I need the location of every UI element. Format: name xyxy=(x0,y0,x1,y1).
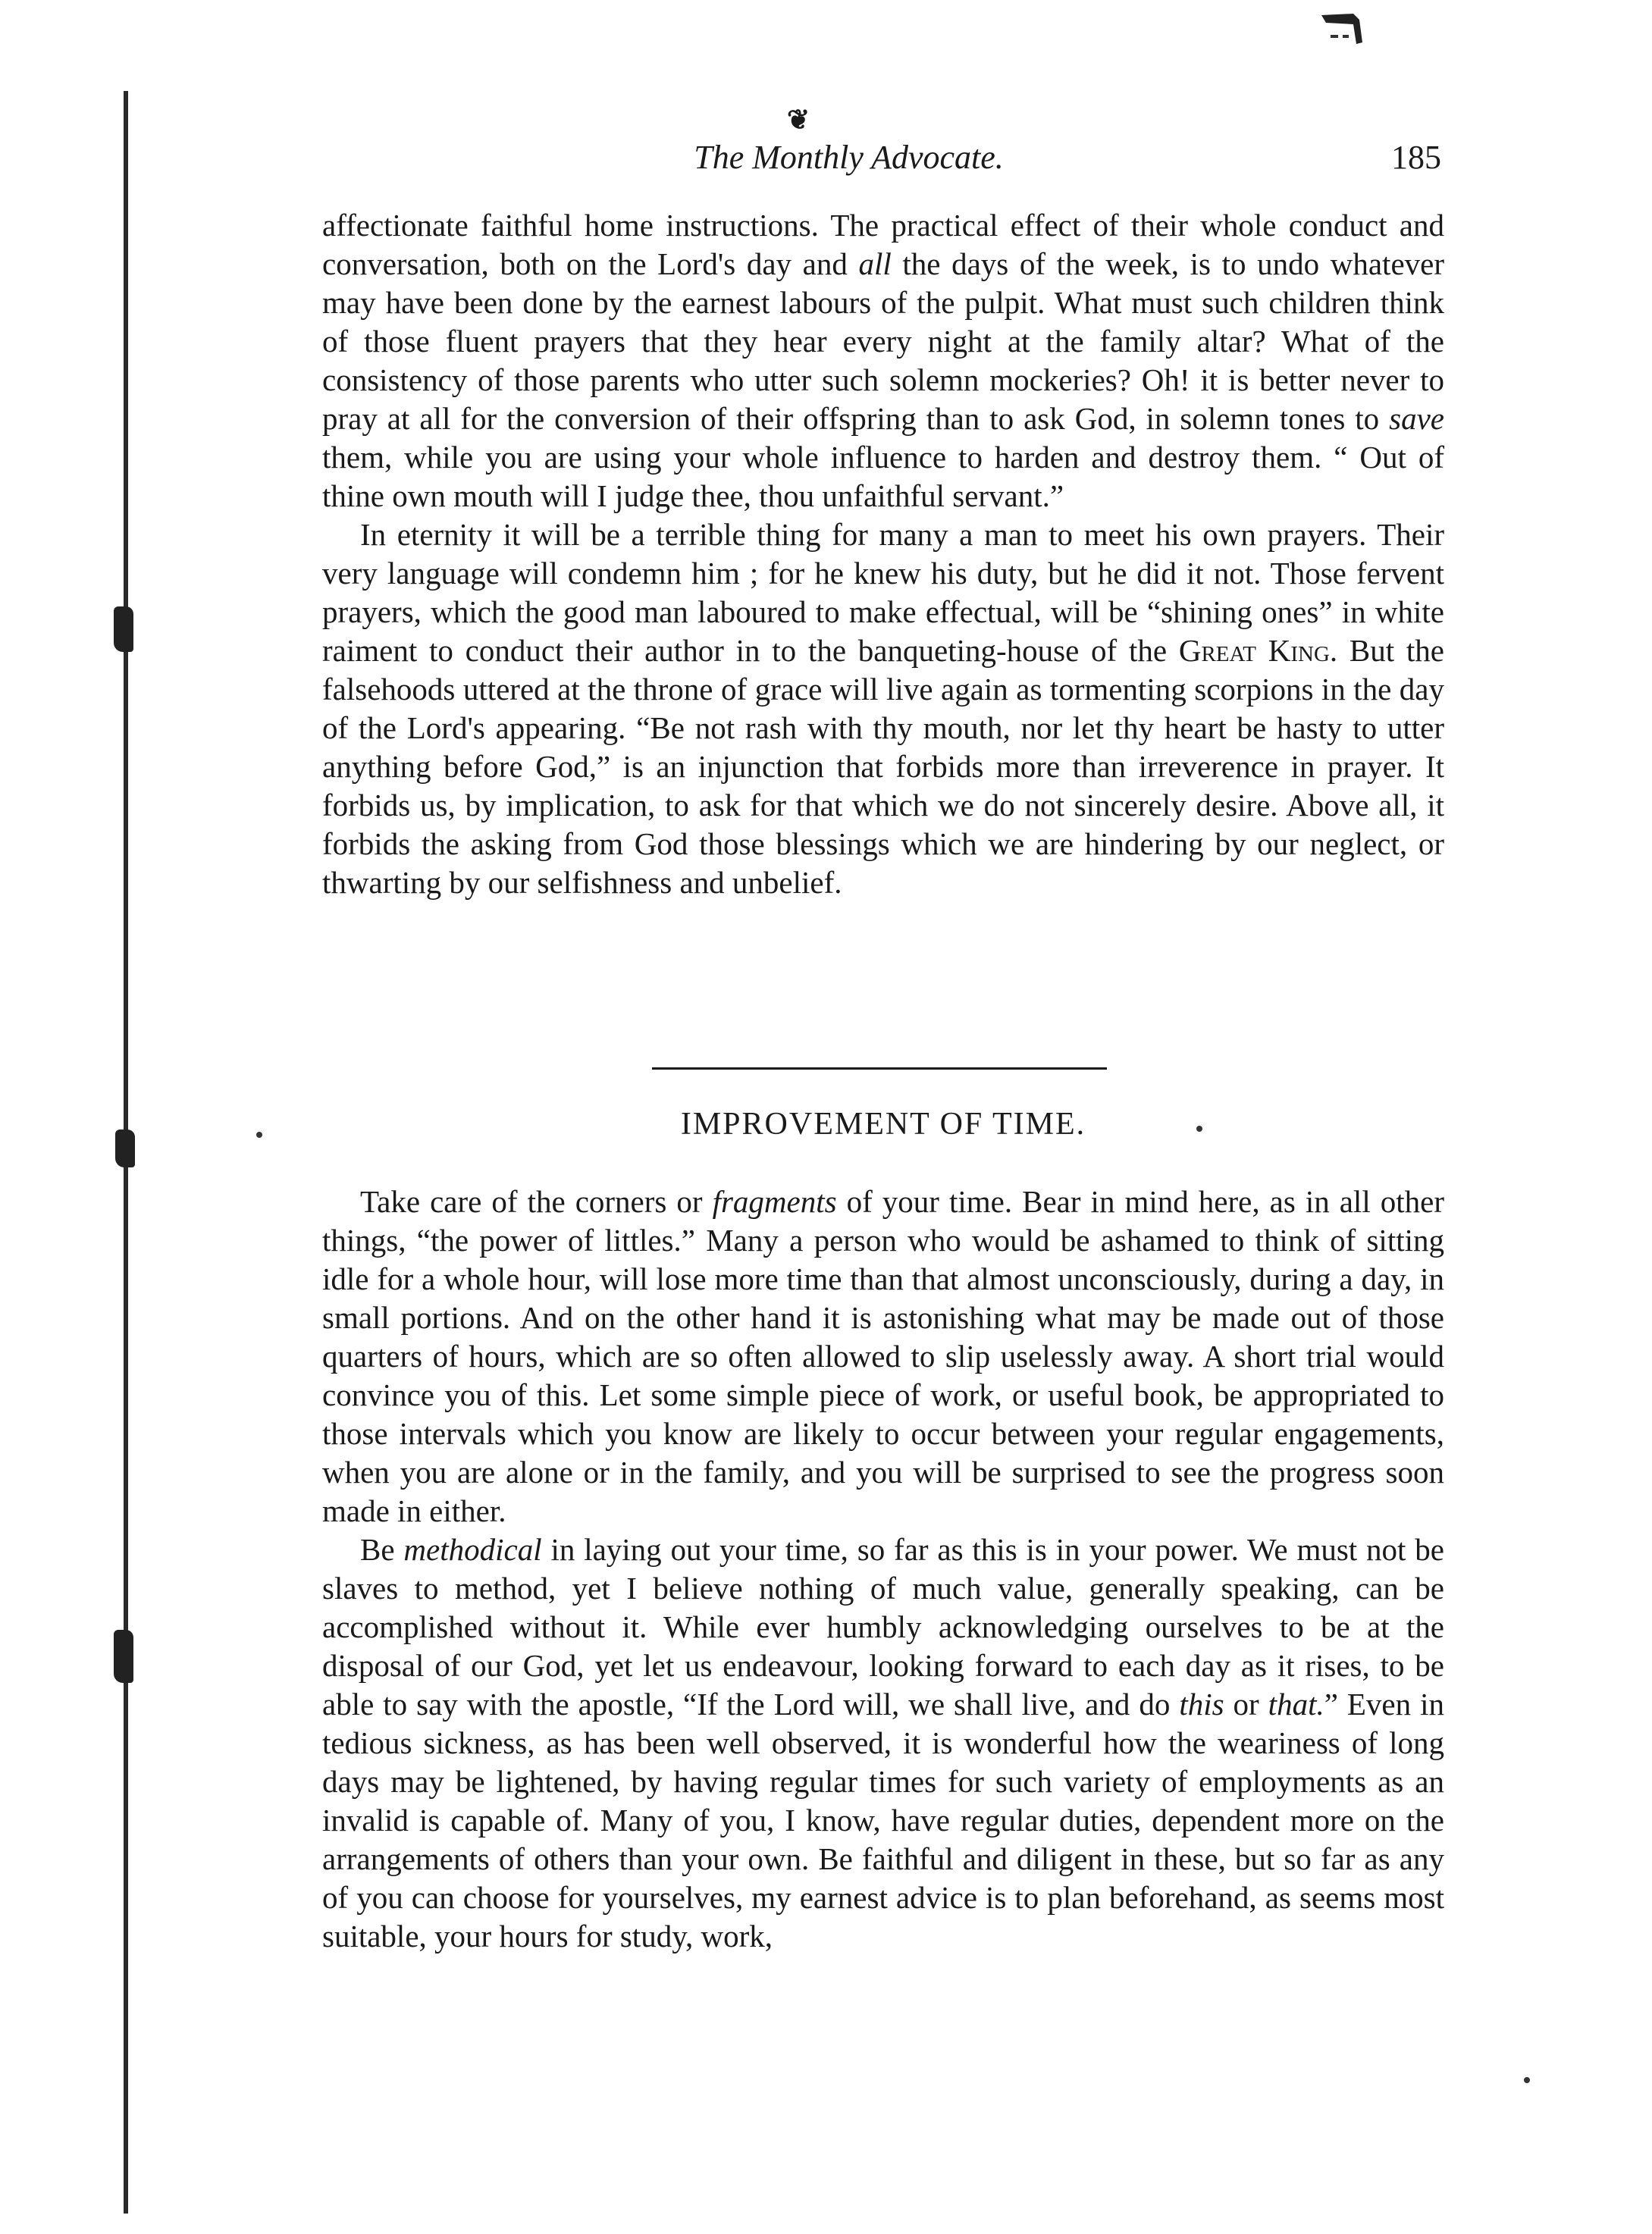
article-continued-body xyxy=(322,206,1444,902)
text-run: ” Even in tedious sickness, as has been well observed, it is wonderful how the weariness of long days may be lightened, by having regular times for such variety of employments as an invalid is capable of. Many of you, I know, have regular duties, dependent more on the arrangements of others than your own. Be faithful and diligent in these, but so far as any of you can choose for yourselves, my earnest advice is to plan beforehand, as seems most suitable, your hours for study, work, xyxy=(322,1687,1444,1954)
paragraph xyxy=(322,515,1444,902)
text-run: Be xyxy=(360,1532,404,1567)
corner-ink-mark xyxy=(1315,6,1368,52)
gutter-ink-mark xyxy=(115,1130,135,1167)
text-run: or xyxy=(1224,1687,1268,1722)
italic-text: methodical xyxy=(403,1532,542,1567)
section-heading: IMPROVEMENT OF TIME. xyxy=(680,1107,1086,1142)
text-run: in laying out your time, so far as this is in your power. We must not be slaves to method, yet I believe nothing of much value, generally speaking, can be accomplished without it. While ever humbly acknowledging ourselves to be at the disposal of our God, yet let us endeavour, looking forward to each day as it rises, to be able to say with the apostle, “If the Lord will, we shall live, and do xyxy=(322,1532,1444,1722)
journal-title: The Monthly Advocate. xyxy=(694,139,1004,176)
italic-text: that. xyxy=(1268,1687,1324,1722)
paragraph xyxy=(322,1183,1444,1531)
text-run: In eternity it will be a terrible thing for many a man to meet his own prayers. Their very language will condemn him ; for he knew his duty, but he did it not. Those fervent prayers, which the good man laboured to make effectual, will be “shining ones” in white raiment to conduct their author in to the banqueting-house of the xyxy=(322,517,1444,668)
text-run: them, while you are using your whole influence to harden and destroy them. “ Out of thine own mouth will I judge thee, thou unfaithful servant.” xyxy=(322,440,1444,513)
italic-text: this xyxy=(1179,1687,1224,1722)
gutter-ink-mark xyxy=(114,1630,133,1683)
ornament-icon: ❦ xyxy=(787,105,810,135)
text-run: the days of the week, is to undo whatever may have been done by the earnest labours of the pulpit. What must such children think of those fluent prayers that they hear every night at the family altar? What of the consistency of those parents who utter such solemn mockeries? Oh! it is better never to pray at all for the conversion of their offspring than to ask God, in solemn tones to xyxy=(322,246,1444,436)
paragraph xyxy=(322,1531,1444,1956)
gutter-ink-mark xyxy=(114,606,133,652)
italic-text: save xyxy=(1389,401,1444,436)
stray-ink-dot xyxy=(256,1132,262,1138)
page-number: 185 xyxy=(1391,139,1441,176)
small-caps-text: Great King xyxy=(1178,633,1330,668)
paragraph xyxy=(322,206,1444,515)
italic-text: all xyxy=(858,246,892,281)
italic-text: fragments xyxy=(712,1184,837,1219)
section-divider-rule xyxy=(652,1067,1107,1070)
text-run: . But the falsehoods uttered at the throne of grace will live again as tormenting scorpions in the day of the Lord's appearing. “Be not rash with thy mouth, nor let thy heart be hasty to utter anything before God,” is an injunction that forbids more than irreverence in prayer. It forbids us, by implication, to ask for that which we do not sincerely desire. Above all, it forbids the asking from God those blessings which we are hindering by our neglect, or thwarting by our selfishness and unbelief. xyxy=(322,633,1445,900)
running-head xyxy=(0,135,1652,180)
text-run: affectionate faithful home instructions. The practical effect of their whole conduct and conversation, both on the Lord's day and xyxy=(322,208,1444,281)
section-body xyxy=(322,1183,1444,1956)
text-run: of your time. Bear in mind here, as in all other things, “the power of littles.” Many a person who would be ashamed to think of sitting idle for a whole hour, will lose more time than that almost unconsciously, during a day, in small portions. And on the other hand it is astonishing what may be made out of those quarters of hours, which are so often allowed to slip uselessly away. A short trial would convince you of this. Let some simple piece of work, or useful book, be appropriated to those intervals which you know are likely to occur between your regular engagements, when you are alone or in the family, and you will be surprised to see the progress soon made in either. xyxy=(322,1184,1444,1528)
stray-ink-dot xyxy=(1524,2077,1530,2083)
text-run: Take care of the corners or xyxy=(360,1184,713,1219)
